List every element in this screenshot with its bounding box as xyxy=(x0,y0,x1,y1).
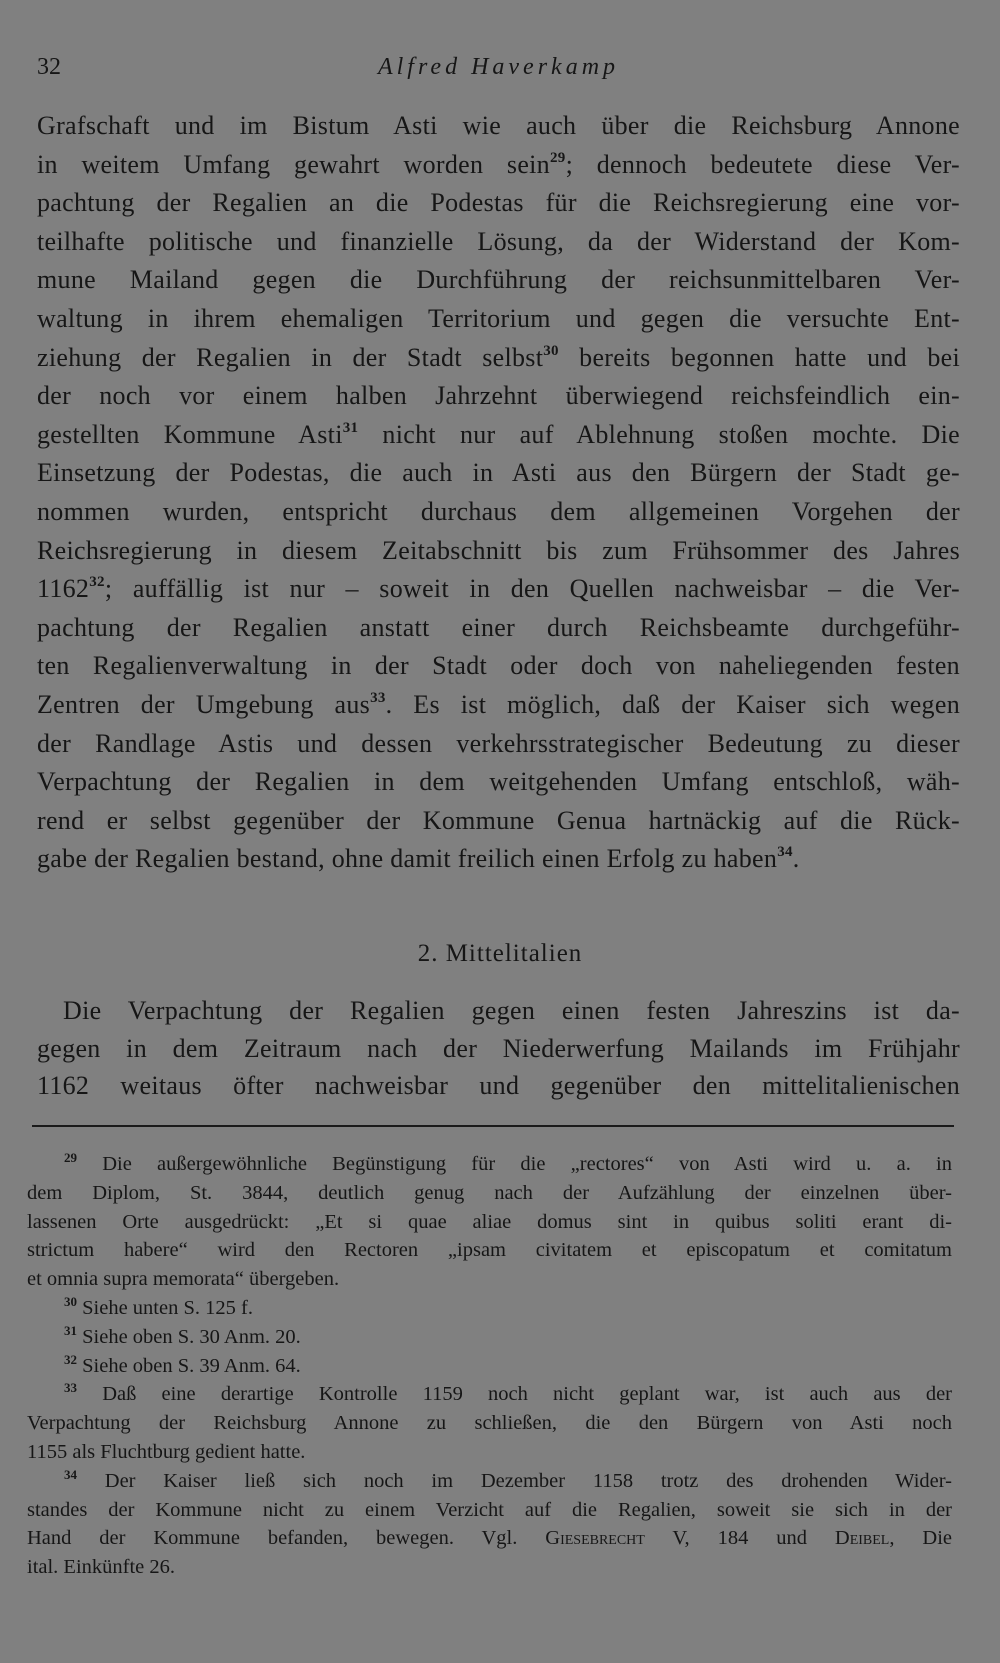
text-segment: Einsetzung der Podestas, die auch in Asti aus den Bürgern der Stadt ge- xyxy=(37,458,960,488)
text-line xyxy=(37,725,960,764)
footnote-31: $^{31}$ Siehe oben S. 30 Anm. 20. xyxy=(64,1322,301,1348)
footnote-marker: 32 xyxy=(64,1351,77,1367)
footnote-reference: 29 xyxy=(549,149,566,166)
text-segment: ; dennoch bedeutete diese Ver- xyxy=(565,149,960,179)
text-line xyxy=(37,802,960,841)
footnote-marker: 29 xyxy=(64,1150,77,1165)
text-line xyxy=(37,609,960,648)
text-line: 1162 weitaus öfter nachweisbar und gegenüber den mittelitalienischen xyxy=(37,1071,960,1100)
footnote-marker: 34 xyxy=(64,1466,77,1482)
text-segment: nicht nur auf Ablehnung stoßen mochte. Die xyxy=(358,419,960,449)
text-line xyxy=(37,261,960,300)
footnote-line: lassenen Orte ausgedrückt: „Et si quae aliae domus sint in quibus soliti erant di- xyxy=(27,1210,952,1233)
footnote-line: ital. Einkünfte 26. xyxy=(27,1556,176,1579)
footnote-line: dem Diplom, St. 3844, deutlich genug nach der Aufzählung der einzelnen über- xyxy=(27,1181,952,1204)
text-segment: ten Regalienverwaltung in der Stadt oder doch von naheliegenden festen xyxy=(37,651,960,681)
text-line xyxy=(37,146,960,185)
text-segment: pachtung der Regalien an die Podestas für die Reichsregierung eine vor- xyxy=(37,188,960,218)
footnote-marker: 33 xyxy=(64,1380,77,1396)
text-line: gegen in dem Zeitraum nach der Niederwerfung Mailands im Frühjahr xyxy=(37,1033,960,1063)
text-segment: Zentren der Umgebung aus xyxy=(37,689,371,719)
text-line xyxy=(37,339,960,378)
text-line xyxy=(37,454,960,493)
text-segment: ; auffällig ist nur – soweit in den Quellen nachweisbar – die Ver- xyxy=(104,574,960,604)
text-segment: . Es ist möglich, daß der Kaiser sich wegen xyxy=(385,689,960,719)
text-line xyxy=(37,493,960,532)
text-segment: . xyxy=(792,844,800,874)
text-line xyxy=(37,416,960,455)
footnote-reference: 30 xyxy=(543,342,559,359)
text-segment: der Randlage Astis und dessen verkehrsstrategischer Bedeutung zu dieser xyxy=(37,728,960,758)
text-segment: Grafschaft und im Bistum Asti wie auch über die Reichsburg Annone xyxy=(37,111,960,140)
text-segment: gestellten Kommune Asti xyxy=(37,419,343,449)
page-header xyxy=(37,50,960,84)
text-segment: der noch vor einem halben Jahrzehnt überwiegend reichsfeindlich ein- xyxy=(37,381,960,411)
text-segment: ziehung der Regalien in der Stadt selbst xyxy=(37,342,544,372)
text-line xyxy=(37,570,960,609)
text-line xyxy=(37,377,960,416)
running-title: Alfred Haverkamp xyxy=(377,54,620,80)
author-name: Giesebrecht xyxy=(545,1527,645,1550)
text-line xyxy=(37,647,960,686)
text-line xyxy=(37,840,960,879)
footnotes xyxy=(27,1150,952,1582)
footnote-line: Verpachtung der Reichsburg Annone zu schließen, die den Bürgern von Asti noch xyxy=(27,1412,952,1435)
text-segment: rend er selbst gegenüber der Kommune Genua hartnäckig auf die Rück- xyxy=(37,805,960,835)
text-line xyxy=(37,184,960,223)
text-line xyxy=(37,107,960,146)
text-segment: 1162 xyxy=(37,574,90,604)
footnote-reference: 31 xyxy=(342,419,359,436)
main-text xyxy=(37,107,960,879)
footnote-line: Hand der Kommune befanden, bewegen. Vgl. Giesebrecht V, 184 und Deibel, Die xyxy=(27,1527,952,1550)
footnote-33: $^{33}$ Daß eine derartige Kontrolle 1159 noch nicht geplant war, ist auch aus der xyxy=(64,1380,953,1406)
author-name: Deibel xyxy=(834,1527,890,1550)
footnote-reference: 32 xyxy=(89,574,105,591)
text-line xyxy=(37,300,960,339)
text-segment: bereits begonnen hatte und bei xyxy=(558,342,960,372)
footnote-line: 1155 als Fluchtburg gedient hatte. xyxy=(27,1440,306,1463)
footnote-30: $^{30}$ Siehe unten S. 125 f. xyxy=(64,1293,253,1319)
footnote-reference: 34 xyxy=(777,844,793,861)
text-segment: Verpachtung der Regalien in dem weitgehenden Umfang entschloß, wäh- xyxy=(37,767,960,797)
text-line: Die Verpachtung der Regalien gegen einen festen Jahreszins ist da- xyxy=(63,996,960,1025)
footnote-line: et omnia supra memorata“ übergeben. xyxy=(27,1268,340,1291)
text-segment: pachtung der Regalien anstatt einer durch Reichsbeamte durchgeführ- xyxy=(37,612,960,642)
text-segment: mune Mailand gegen die Durchführung der reichsunmittelbaren Ver- xyxy=(37,265,960,295)
text-segment: in weitem Umfang gewahrt worden sein xyxy=(37,149,550,179)
text-segment: teilhafte politische und finanzielle Lösung, da der Widerstand der Kom- xyxy=(37,226,960,256)
text-segment: nommen wurden, entspricht durchaus dem allgemeinen Vorgehen der xyxy=(37,496,960,526)
text-line xyxy=(37,686,960,725)
footnote-29: $^{29}$ Die außergewöhnliche Begünstigung für die „rectores“ von Asti wird u. a. in xyxy=(64,1150,953,1175)
text-line xyxy=(37,223,960,262)
footnote-reference: 33 xyxy=(370,689,386,706)
text-segment: waltung in ihrem ehemaligen Territorium und gegen die versuchte Ent- xyxy=(37,303,960,333)
footnote-divider xyxy=(32,1125,954,1127)
section-heading: 2. Mittelitalien xyxy=(417,940,583,967)
footnote-line: standes der Kommune nicht zu einem Verzicht auf die Regalien, soweit sie sich in der xyxy=(27,1498,952,1521)
footnote-marker: 31 xyxy=(64,1322,77,1338)
text-line xyxy=(37,532,960,571)
page-number: 32 xyxy=(37,54,61,80)
text-segment: gabe der Regalien bestand, ohne damit freilich einen Erfolg zu haben xyxy=(37,844,778,874)
footnote-marker: 30 xyxy=(64,1293,77,1309)
footnote-32: $^{32}$ Siehe oben S. 39 Anm. 64. xyxy=(64,1351,301,1377)
text-line xyxy=(37,763,960,802)
text-segment: Reichsregierung in diesem Zeitabschnitt bis zum Frühsommer des Jahres xyxy=(37,535,960,565)
footnote-line: strictum habere“ wird den Rectoren „ipsam civitatem et episcopatum et comitatum xyxy=(27,1239,952,1262)
footnote-34: $^{34}$ Der Kaiser ließ sich noch im Dezember 1158 trotz des drohenden Wider- xyxy=(64,1466,952,1492)
section-text xyxy=(37,992,960,1105)
